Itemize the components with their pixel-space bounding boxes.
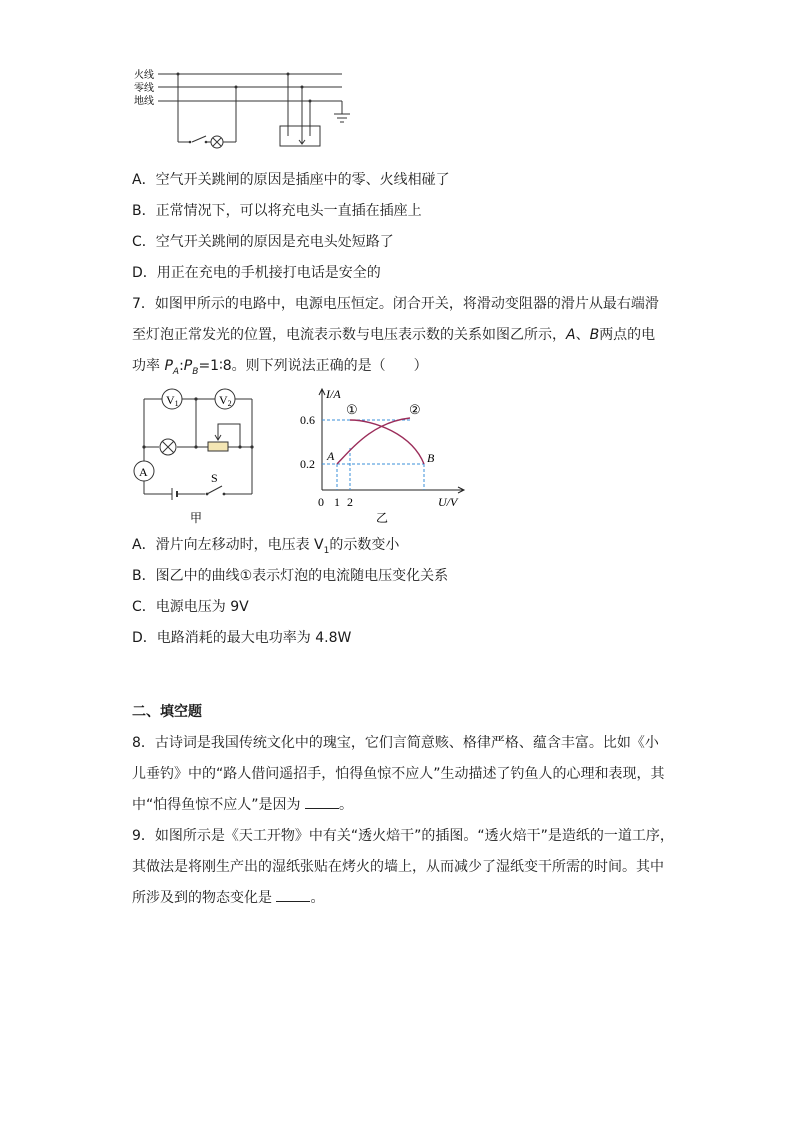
svg-text:V2: V2	[219, 393, 232, 408]
q8-line1: 8．古诗词是我国传统文化中的瑰宝，它们言简意赅、格律严格、蕴含丰富。比如《小	[132, 735, 659, 751]
y-tick-0-6: 0.6	[300, 413, 315, 427]
live-wire-label: 火线	[134, 70, 154, 81]
curve-1	[337, 418, 410, 464]
q7-stem-line1: 7．如图甲所示的电路中，电源电压恒定。闭合开关，将滑动变阻器的滑片从最右端滑	[132, 296, 659, 312]
q6-option-b: B．正常情况下，可以将充电头一直插在插座上	[132, 203, 422, 219]
q6-option-d: D．用正在充电的手机接打电话是安全的	[132, 265, 381, 281]
point-a-label: A	[327, 449, 335, 463]
wiring-diagram	[130, 64, 360, 156]
ground-wire-label: 地线	[134, 96, 154, 107]
y-axis-label: I/A	[326, 387, 341, 401]
x-tick-0: 0	[318, 495, 324, 509]
q9-line2: 其做法是将刚生产出的湿纸张贴在烤火的墙上，从而减少了湿纸变干所需的时间。其中	[132, 859, 664, 875]
y-tick-0-2: 0.2	[300, 457, 315, 471]
q6-option-a: A．空气开关跳闸的原因是插座中的零、火线相碰了	[132, 172, 450, 188]
q7-option-d: D．电路消耗的最大电功率为 4.8W	[132, 630, 352, 646]
x-tick-2: 2	[347, 495, 353, 509]
curve-2	[350, 420, 424, 464]
switch-label: S	[211, 471, 218, 485]
x-axis-label: U/V	[438, 495, 458, 509]
q7-option-a: A．滑片向左移动时，电压表 $V_1$的示数变小	[132, 537, 400, 556]
q9-line1: 9．如图所示是《天工开物》中有关“透火焙干”的插图。“透火焙干”是造纸的一道工序，	[132, 828, 674, 844]
curve-2-label: ②	[409, 402, 421, 417]
q9-line3: 所涉及到的物态变化是 。	[132, 890, 325, 906]
q9-answer-blank[interactable]	[276, 889, 310, 902]
x-tick-1: 1	[334, 495, 340, 509]
q8-line2: 儿垂钓》中的“路人借问遥招手，怕得鱼惊不应人”生动描述了钓鱼人的心理和表现，其	[132, 766, 665, 782]
rheostat	[208, 442, 228, 451]
point-b-label: B	[427, 451, 435, 465]
circuit-diagram	[130, 384, 270, 529]
socket-icon	[280, 126, 320, 146]
svg-text:V1: V1	[166, 393, 179, 408]
q7-option-b: B．图乙中的曲线①表示灯泡的电流随电压变化关系	[132, 568, 449, 584]
section-title-fill-in: 二、填空题	[132, 704, 202, 720]
iu-graph	[292, 384, 472, 529]
q8-answer-blank[interactable]	[305, 796, 339, 809]
switch-s	[207, 486, 222, 494]
ammeter-label: A	[139, 465, 148, 479]
curve-1-label: ①	[346, 402, 358, 417]
q8-line3: 中“怕得鱼惊不应人”是因为 。	[132, 797, 353, 813]
neutral-wire-label: 零线	[134, 83, 154, 94]
q7-stem-line3: 功率 $P_A:P_B=1∶8$。则下列说法正确的是（ ）	[132, 358, 428, 377]
q6-option-c: C．空气开关跳闸的原因是充电头处短路了	[132, 234, 394, 250]
graph-caption: 乙	[376, 511, 389, 525]
wall-switch	[192, 136, 206, 142]
circuit-caption: 甲	[190, 511, 203, 525]
q7-stem-line2: 至灯泡正常发光的位置，电流表示数与电压表示数的关系如图乙所示，A、B两点的电	[132, 327, 656, 343]
q7-option-c: C．电源电压为 9V	[132, 599, 249, 615]
